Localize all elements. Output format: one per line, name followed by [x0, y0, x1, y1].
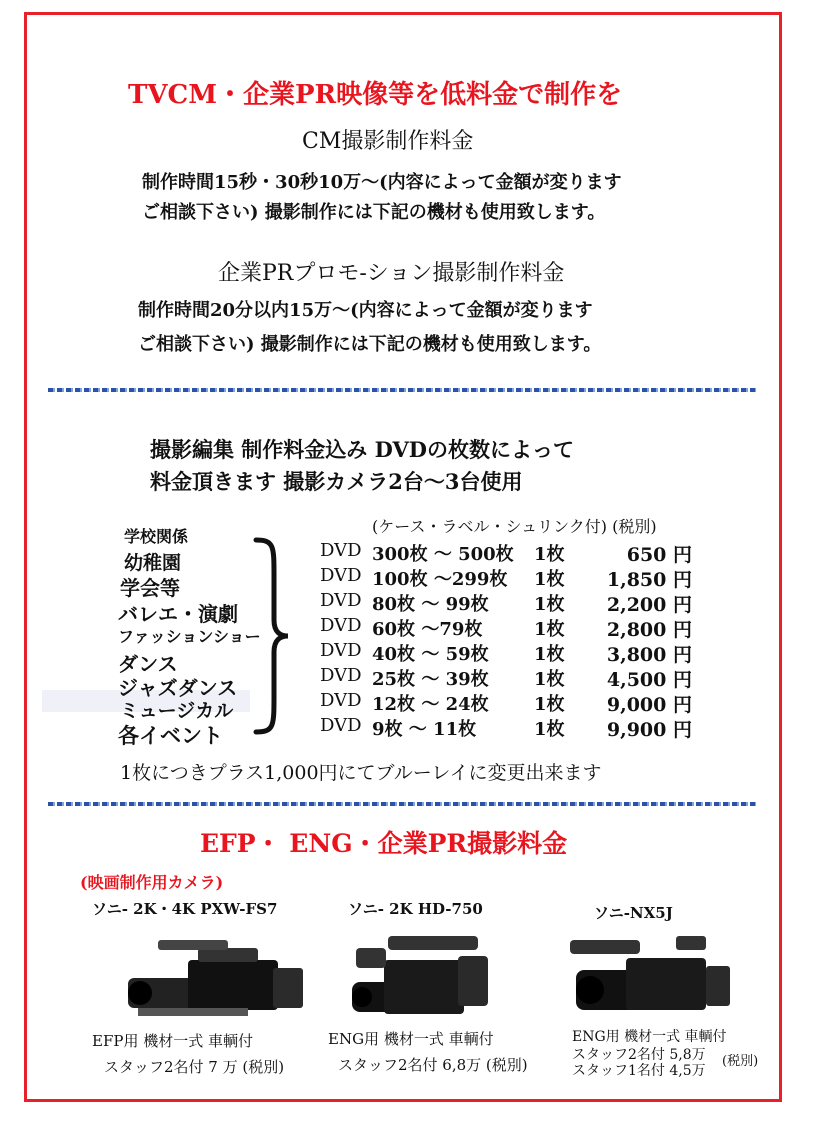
- price-dvd: DVD: [320, 665, 362, 686]
- price-dvd: DVD: [320, 715, 362, 736]
- price-unit: 1枚: [534, 594, 565, 615]
- price-dvd: DVD: [320, 640, 362, 661]
- right-curly-brace-icon: [252, 536, 292, 736]
- camera-3-line-3: スタッフ1名付 4,5万: [572, 1063, 706, 1079]
- divider-2: [48, 802, 756, 806]
- pro-camera-icon: [566, 930, 736, 1020]
- camera-3-model: ソニ-NX5J: [594, 904, 673, 922]
- price-price: 650 円: [626, 544, 692, 566]
- price-row: [320, 640, 692, 664]
- category-item: 幼稚園: [124, 552, 182, 574]
- price-price: 9,900 円: [606, 719, 692, 741]
- cm-line-1: 制作時間15秒・30秒10万〜(内容によって金額が変ります: [142, 172, 622, 193]
- cm-heading: CM撮影制作料金: [302, 129, 474, 154]
- price-unit: 1枚: [534, 619, 565, 640]
- divider-1: [48, 388, 756, 392]
- price-range: 300枚 〜 500枚: [372, 544, 514, 565]
- price-row: [320, 690, 692, 714]
- price-unit: 1枚: [534, 719, 565, 740]
- efp-title: EFP・ ENG・企業PR撮影料金: [200, 829, 568, 858]
- category-item: バレエ・演劇: [118, 602, 238, 626]
- price-dvd: DVD: [320, 565, 362, 586]
- price-dvd: DVD: [320, 540, 362, 561]
- pro-camera-icon: [118, 930, 318, 1030]
- dvd-heading-1: 撮影編集 制作料金込み DVDの枚数によって: [150, 437, 574, 462]
- category-item: ファッションショー: [118, 627, 261, 646]
- camera-1-model: ソニ- 2K・4K PXW-FS7: [92, 900, 278, 918]
- category-item: 学会等: [120, 576, 180, 600]
- price-range: 25枚 〜 39枚: [372, 669, 489, 690]
- pro-camera-icon: [348, 926, 498, 1026]
- price-row: [320, 565, 692, 589]
- price-row: [320, 540, 692, 564]
- efp-subtitle: (映画制作用カメラ): [80, 873, 224, 892]
- page-title: TVCM・企業PR映像等を低料金で制作を: [128, 80, 623, 110]
- price-price: 1,850 円: [606, 569, 692, 591]
- price-price: 9,000 円: [606, 694, 692, 716]
- cm-line-2: ご相談下さい) 撮影制作には下記の機材も使用致します。: [142, 202, 606, 223]
- price-row: [320, 615, 692, 639]
- pr-line-2: ご相談下さい) 撮影制作には下記の機材も使用致します。: [138, 334, 602, 355]
- price-unit: 1枚: [534, 694, 565, 715]
- price-unit: 1枚: [534, 669, 565, 690]
- camera-2-model: ソニ- 2K HD-750: [348, 900, 483, 918]
- pr-line-1: 制作時間20分以内15万〜(内容によって金額が変ります: [138, 300, 593, 321]
- price-price: 2,800 円: [606, 619, 692, 641]
- price-range: 60枚 〜79枚: [372, 619, 483, 640]
- dvd-heading-2: 料金頂きます 撮影カメラ2台〜3台使用: [150, 469, 523, 494]
- price-unit: 1枚: [534, 544, 565, 565]
- camera-3-tax: (税別): [722, 1054, 759, 1069]
- camera-3-line-2: スタッフ2名付 5,8万: [572, 1047, 706, 1063]
- pr-heading: 企業PRプロモ-ション撮影制作料金: [218, 261, 565, 286]
- price-dvd: DVD: [320, 690, 362, 711]
- bluray-note: 1枚につきプラス1,000円にてブルーレイに変更出来ます: [120, 762, 602, 784]
- category-item: ミュージカル: [120, 700, 234, 722]
- price-dvd: DVD: [320, 590, 362, 611]
- category-item: ジャズダンス: [118, 676, 238, 700]
- price-range: 40枚 〜 59枚: [372, 644, 489, 665]
- price-range: 100枚 〜299枚: [372, 569, 508, 590]
- camera-2-line-2: スタッフ2名付 6,8万 (税別): [338, 1056, 528, 1074]
- camera-2-line-1: ENG用 機材一式 車輌付: [328, 1030, 494, 1048]
- price-row: [320, 665, 692, 689]
- camera-1-line-1: EFP用 機材一式 車輌付: [92, 1032, 253, 1050]
- category-item: 各イベント: [118, 723, 223, 748]
- category-item: ダンス: [118, 652, 178, 676]
- price-price: 3,800 円: [606, 644, 692, 666]
- price-price: 2,200 円: [606, 594, 692, 616]
- price-price: 4,500 円: [606, 669, 692, 691]
- price-row: [320, 590, 692, 614]
- price-range: 9枚 〜 11枚: [372, 719, 477, 740]
- price-range: 12枚 〜 24枚: [372, 694, 489, 715]
- price-row: [320, 715, 692, 739]
- price-range: 80枚 〜 99枚: [372, 594, 489, 615]
- camera-3-line-1: ENG用 機材一式 車輌付: [572, 1029, 727, 1045]
- dvd-note: (ケース・ラベル・シュリンク付) (税別): [372, 517, 657, 536]
- category-item: 学校関係: [124, 527, 189, 546]
- price-dvd: DVD: [320, 615, 362, 636]
- price-unit: 1枚: [534, 569, 565, 590]
- price-unit: 1枚: [534, 644, 565, 665]
- camera-1-line-2: スタッフ2名付 7 万 (税別): [104, 1058, 285, 1076]
